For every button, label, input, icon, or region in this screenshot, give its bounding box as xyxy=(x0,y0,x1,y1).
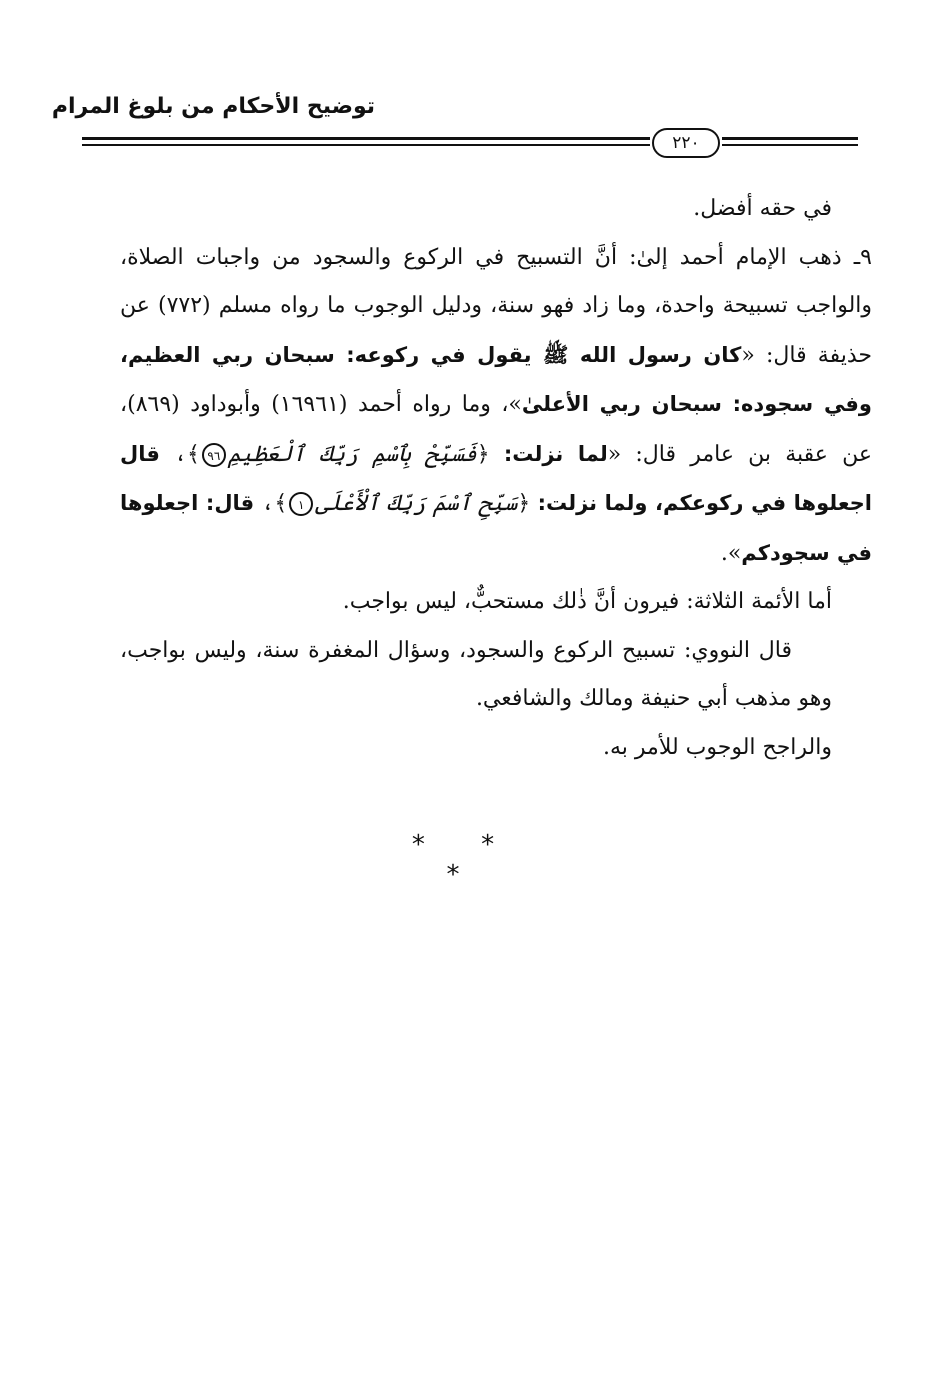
numbered-paragraph-9 xyxy=(120,234,872,579)
quran-bracket-open: ﴿ xyxy=(517,491,538,516)
quran-bracket-close: ﴾ xyxy=(186,441,200,467)
paragraph-three-imams: أما الأئمة الثلاثة: فيرون أنَّ ذٰلك مستحبٌّ، ليس بواجب. xyxy=(342,589,832,614)
ayah-number-marker: ١ xyxy=(289,492,313,516)
quran-verse-2: سَبِّحِ ٱسْمَ رَبِّكَ ٱلْأَعْلَى xyxy=(315,491,518,516)
hadith-quote-3: قال اجعلوها في ركوعكم، ولما نزلت: xyxy=(120,441,873,515)
paragraph-preferred-view: والراجح الوجوب للأمر به. xyxy=(603,734,832,760)
quran-verse-1: فَسَبِّحْ بِٱسْمِ رَبِّكَ ٱلْعَظِيمِ xyxy=(227,441,477,467)
section-separator-asterisks: * * * xyxy=(411,830,519,890)
text-span: ، xyxy=(159,441,187,467)
text-span: ، xyxy=(254,491,275,516)
item-number: ٩ـ xyxy=(853,244,872,270)
paragraph-nawawi: قال النووي: تسبيح الركوع والسجود، وسؤال المغفرة سنة، وليس بواجب، وهو مذهب أبي حنيفة ومالك والشافعي. xyxy=(120,637,832,711)
hadith-quote-4: قال: اجعلوها في سجودكم xyxy=(120,491,872,565)
quran-bracket-close: ﴾ xyxy=(274,491,288,516)
header-rule-right xyxy=(722,133,858,151)
running-title: توضيح الأحكام من بلوغ المرام xyxy=(51,94,375,119)
quran-bracket-open: ﴿ xyxy=(476,441,504,467)
ayah-number-marker: ٩٦ xyxy=(202,443,226,467)
hadith-quote-1: كان رسول الله ﷺ يقول في ركوعه: سبحان ربي العظيم، وفي سجوده: سبحان ربي الأعلىٰ xyxy=(120,342,872,416)
page-number: ٢٢٠ xyxy=(652,128,720,158)
header-rule-left xyxy=(82,133,650,151)
paragraph-continuation: في حقه أفضل. xyxy=(693,196,832,221)
text-span: »، وما رواه أحمد (١٦٩٦١) وأبوداود (٨٦٩)، عن عقبة بن عامر قال: « xyxy=(120,392,873,467)
text-span: ». xyxy=(720,540,742,566)
text-span: ذهب الإمام أحمد إلىٰ: أنَّ التسبيح في الركوع والسجود من واجبات الصلاة، والواجب تسبيحة واحدة، وما زاد فهو سنة، ودليل الوجوب ما رواه مسلم (٧٧٢) عن حذيفة قال: « xyxy=(120,244,873,368)
hadith-quote-2: لما نزلت: xyxy=(503,441,608,466)
body-text xyxy=(120,185,873,772)
